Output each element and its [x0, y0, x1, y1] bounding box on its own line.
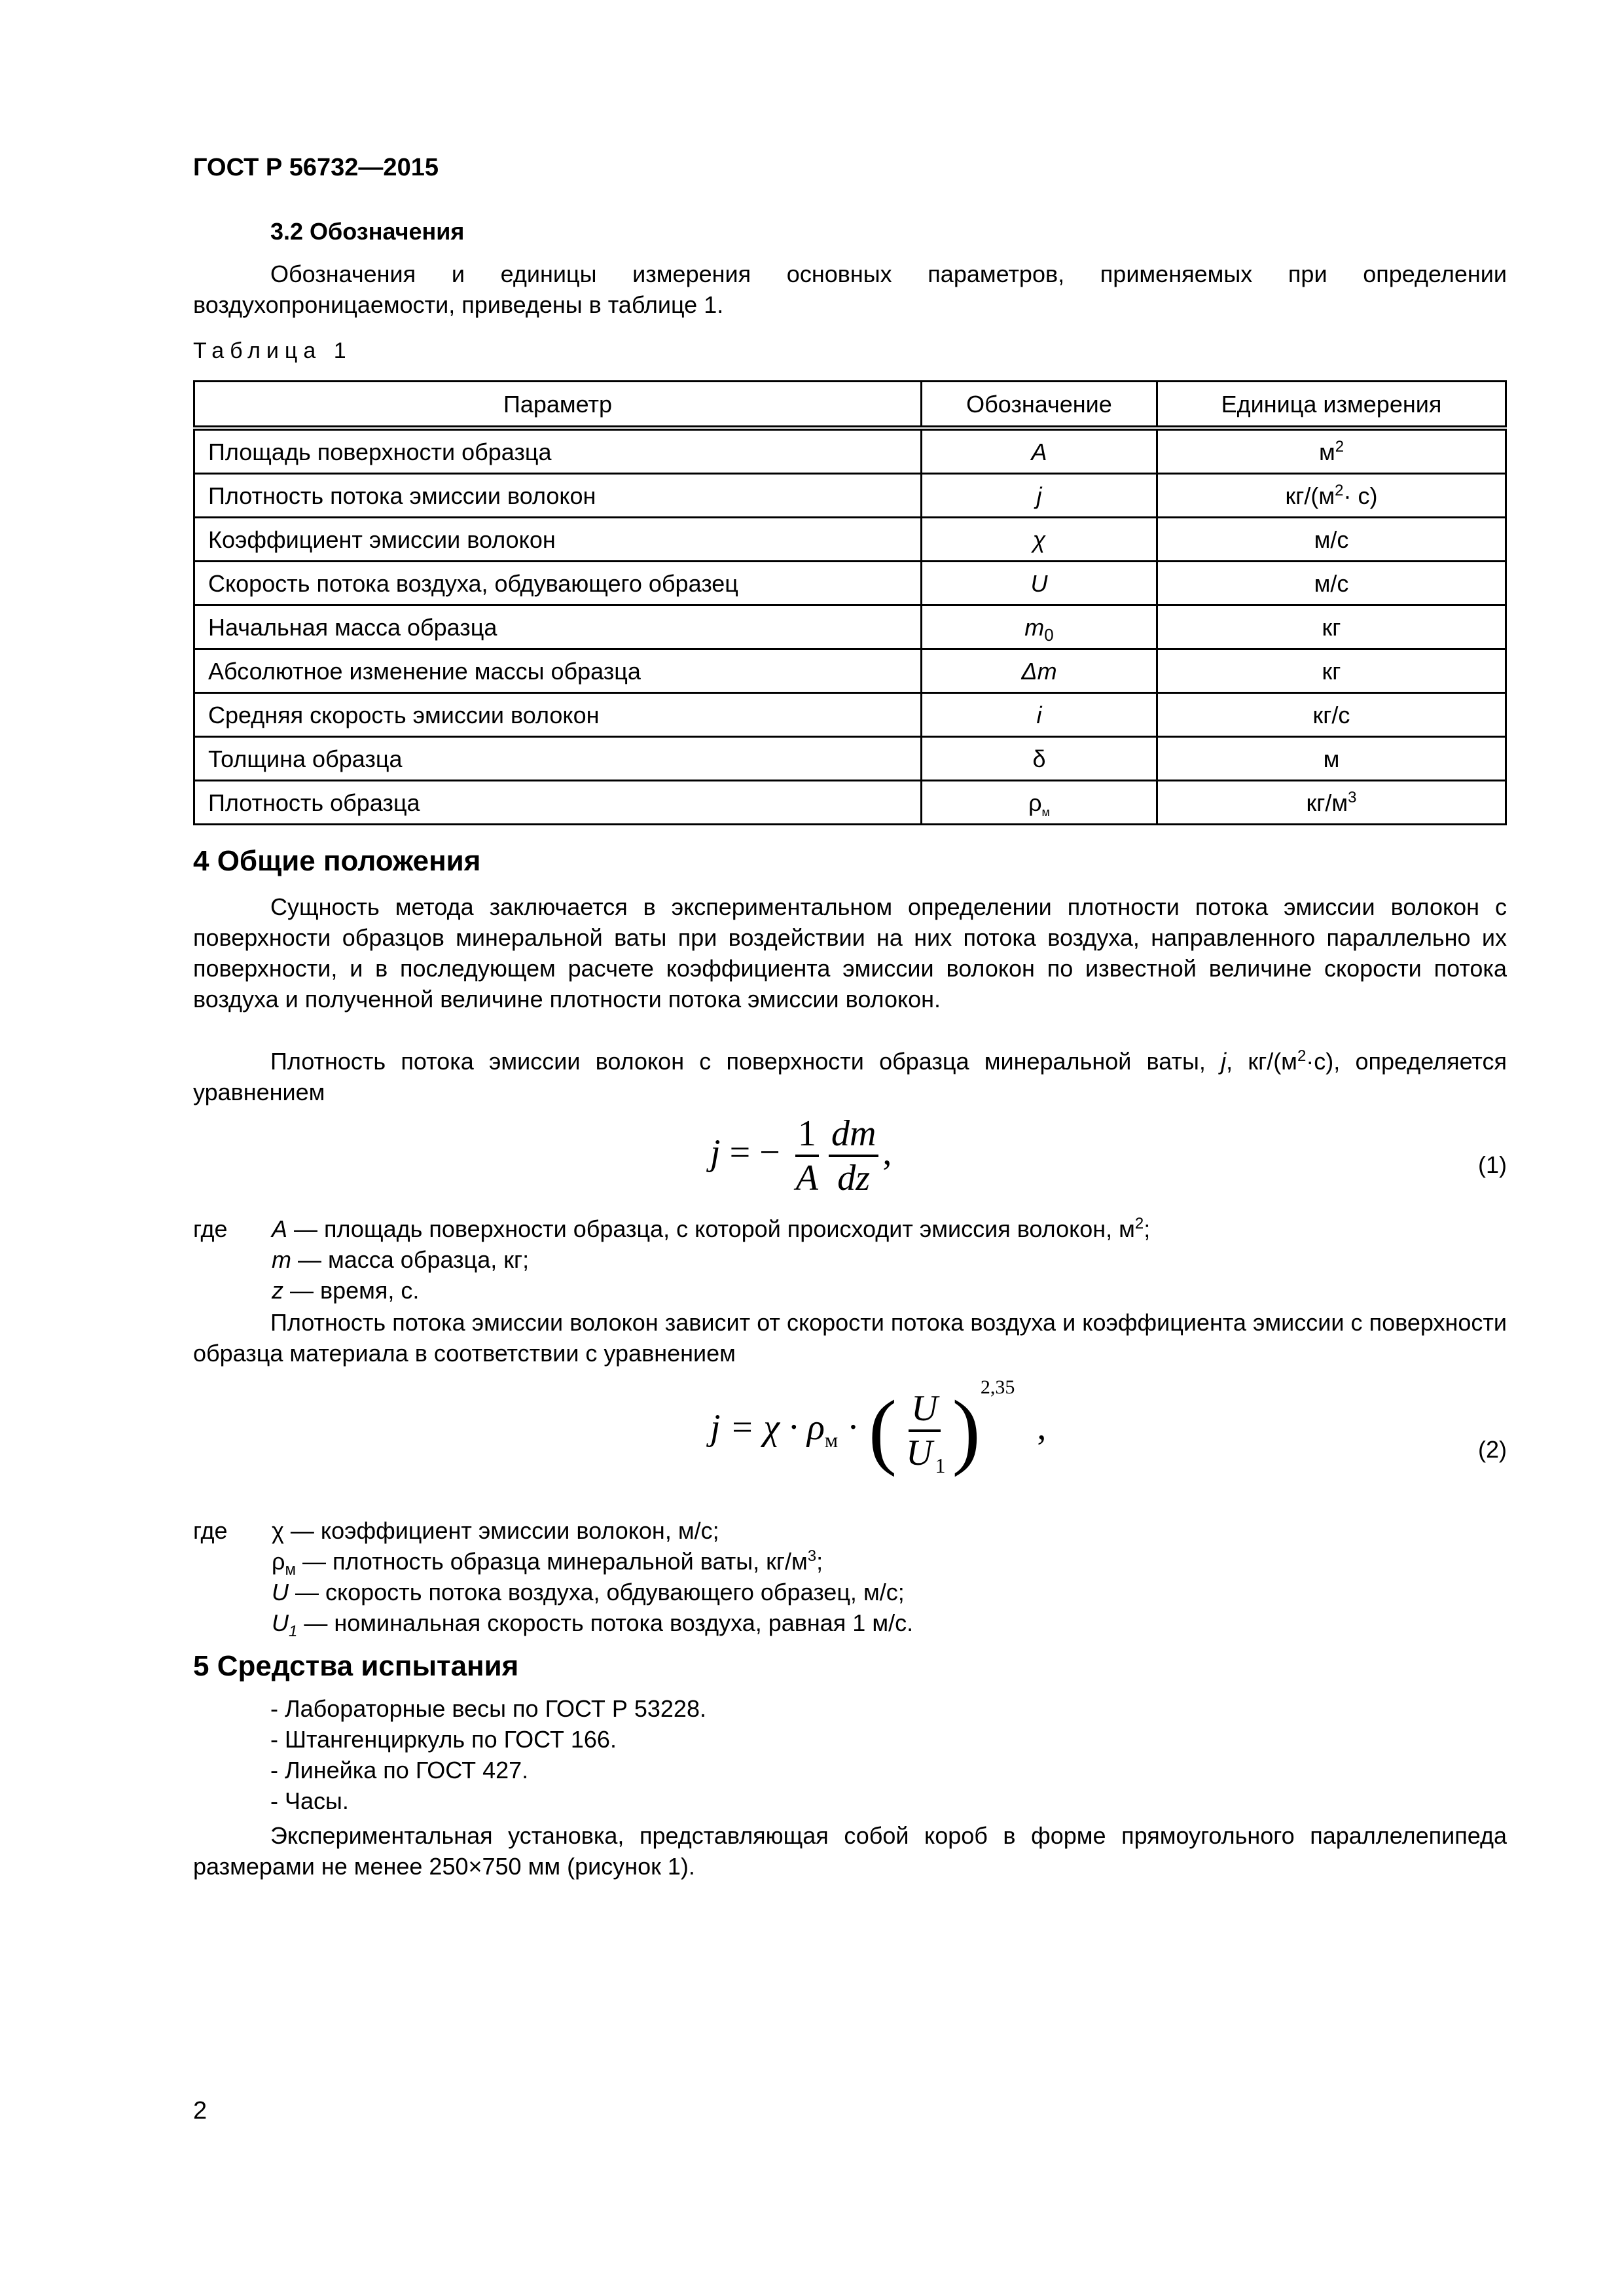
numerator: dm	[829, 1113, 878, 1157]
symbol: ρ	[1028, 789, 1042, 816]
table-row	[194, 737, 1506, 781]
param-cell: Коэффициент эмиссии волокон	[194, 518, 922, 562]
symbol: j	[1036, 482, 1042, 509]
where-item	[272, 1546, 913, 1577]
dot: ·	[847, 1407, 859, 1448]
param-cell: Плотность образца	[194, 781, 922, 825]
param-cell: Плотность потока эмиссии волокон	[194, 474, 922, 518]
where-item	[272, 1607, 914, 1641]
where-list-2	[272, 1515, 914, 1641]
param-cell: Площадь поверхности образца	[194, 428, 922, 474]
table-row	[194, 781, 1506, 825]
list-item: - Линейка по ГОСТ 427.	[270, 1757, 529, 1784]
header-symbol: Обозначение	[922, 382, 1157, 429]
section-5-title: 5 Средства испытания	[193, 1650, 519, 1682]
symbols-table	[193, 380, 1507, 825]
text: — масса образца, кг;	[291, 1246, 530, 1273]
unit: м/с	[1314, 526, 1349, 553]
sub: 1	[935, 1454, 946, 1478]
eq-lhs: j	[710, 1407, 721, 1448]
symbol: U	[272, 1579, 289, 1605]
unit-sup: 3	[1348, 788, 1357, 806]
symbol-cell	[922, 518, 1157, 562]
equation-1	[710, 1113, 892, 1199]
param-cell: Толщина образца	[194, 737, 922, 781]
section-4-title: 4 Общие положения	[193, 845, 481, 877]
symbol: χ	[1032, 526, 1046, 553]
unit-cell	[1157, 605, 1506, 649]
symbol-cell	[922, 562, 1157, 605]
symbol-cell	[922, 428, 1157, 474]
text: ;	[816, 1548, 823, 1575]
header-unit: Единица измерения	[1157, 382, 1506, 429]
text: — коэффициент эмиссии волокон, м/с;	[283, 1517, 719, 1544]
where-item	[272, 1213, 1150, 1244]
table-row	[194, 605, 1506, 649]
section-4-p3: Плотность потока эмиссии волокон зависит от скорости потока воздуха и коэффициента эмиссии с поверхности образца материала в соответствии с уравнением	[193, 1309, 1507, 1367]
unit-cell	[1157, 562, 1506, 605]
param-cell: Средняя скорость эмиссии волокон	[194, 693, 922, 737]
sup: 2	[1134, 1215, 1144, 1232]
symbol: ρ	[272, 1548, 285, 1575]
eq-lhs: j	[710, 1132, 721, 1173]
unit: кг	[1322, 657, 1341, 685]
equipment-list	[193, 1693, 1507, 1816]
symbol-cell	[922, 649, 1157, 693]
table-row	[194, 428, 1506, 474]
sup: 2	[1297, 1047, 1307, 1065]
unit-tail: · с)	[1343, 482, 1378, 509]
table-row	[194, 562, 1506, 605]
param-cell: Начальная масса образца	[194, 605, 922, 649]
document-id: ГОСТ Р 56732—2015	[193, 154, 439, 181]
section-4-p1: Сущность метода заключается в экспериментальном определении плотности потока эмиссии волокон с поверхности образцов минеральной ваты при воздействии на них потока воздуха, направленного параллельно их поверхности, и в последующем расчете коэффициента эмиссии волокон по известной величине скорости потока воздуха и полученной величине плотности потока эмиссии волокон.	[193, 893, 1507, 1013]
symbol: m	[1024, 613, 1045, 641]
unit-cell	[1157, 518, 1506, 562]
list-item: - Штангенциркуль по ГОСТ 166.	[270, 1726, 617, 1753]
table-caption: Таблица 1	[193, 338, 352, 363]
unit: м/с	[1314, 569, 1349, 597]
unit-sup: 2	[1335, 481, 1344, 499]
eq-sign: = −	[729, 1132, 780, 1173]
header-parameter: Параметр	[194, 382, 922, 429]
sub: 1	[289, 1623, 298, 1641]
sup: 3	[807, 1547, 817, 1565]
symbol-cell	[922, 781, 1157, 825]
unit: кг	[1322, 613, 1341, 641]
section-4-p2	[193, 1046, 1507, 1107]
param-cell: Абсолютное изменение массы образца	[194, 649, 922, 693]
symbol: δ	[1032, 745, 1046, 772]
where-item	[272, 1244, 1150, 1275]
eq-comma: ,	[882, 1132, 892, 1173]
symbol: U	[1030, 569, 1048, 597]
symbol-sub: 0	[1044, 624, 1054, 645]
denominator: dz	[837, 1158, 871, 1198]
section-3-2-title: 3.2 Обозначения	[270, 218, 465, 245]
text: ·с), определяется уравнением	[193, 1048, 1507, 1105]
param-cell: Скорость потока воздуха, обдувающего образец	[194, 562, 922, 605]
unit-cell	[1157, 649, 1506, 693]
text: , кг/(м	[1226, 1048, 1297, 1075]
eq-body: = χ · ρ	[729, 1407, 825, 1448]
table-row	[194, 474, 1506, 518]
symbol-sub: м	[1041, 805, 1050, 819]
symbol: Δm	[1021, 657, 1057, 685]
symbol: i	[1036, 701, 1042, 728]
unit: м	[1318, 438, 1335, 465]
denominator: U	[906, 1433, 933, 1474]
text: — скорость потока воздуха, обдувающего образец, м/с;	[289, 1579, 905, 1605]
symbol-cell	[922, 693, 1157, 737]
unit: кг/м	[1306, 789, 1348, 816]
unit-cell	[1157, 781, 1506, 825]
symbol-cell	[922, 605, 1157, 649]
where-item	[272, 1577, 913, 1607]
text: — номинальная скорость потока воздуха, равная 1 м/с.	[297, 1609, 914, 1636]
table-row	[194, 649, 1506, 693]
symbol-cell	[922, 474, 1157, 518]
symbol: A	[1031, 438, 1047, 465]
eq-comma: ,	[1037, 1407, 1047, 1448]
text: Плотность потока эмиссии волокон с поверхности образца минеральной ваты,	[270, 1048, 1221, 1075]
unit-cell	[1157, 693, 1506, 737]
symbol: z	[272, 1277, 283, 1304]
table-row	[194, 693, 1506, 737]
unit-cell	[1157, 737, 1506, 781]
where-item	[272, 1515, 913, 1546]
symbol: χ	[272, 1517, 284, 1544]
unit-cell	[1157, 428, 1506, 474]
equation-2-number: (2)	[1478, 1436, 1507, 1463]
where-item	[272, 1275, 1150, 1306]
numerator: 1	[795, 1113, 819, 1157]
denominator: A	[795, 1158, 818, 1198]
exponent: 2,35	[980, 1376, 1015, 1398]
unit-sup: 2	[1335, 437, 1344, 456]
equation-2: $j = \chi \cdot \rho_м$ · ( $\frac{U}{U _1}$ )$^{2,35}$ ,	[710, 1376, 1047, 1478]
sub: м	[824, 1428, 839, 1452]
text: — время, с.	[283, 1277, 420, 1304]
numerator: U	[909, 1388, 940, 1432]
list-item: - Часы.	[270, 1787, 349, 1814]
unit-cell	[1157, 474, 1506, 518]
text: — площадь поверхности образца, с которой происходит эмиссия волокон, м	[287, 1215, 1135, 1242]
where-list-1	[272, 1213, 1150, 1306]
symbol: j	[1221, 1048, 1227, 1075]
section-5-p: Экспериментальная установка, представляющая собой короб в форме прямоугольного параллелепипеда размерами не менее 250×750 мм (рисунок 1).	[193, 1822, 1507, 1880]
unit: кг/(м	[1285, 482, 1335, 509]
where-label-2: где	[193, 1517, 228, 1544]
symbol: U	[272, 1609, 289, 1636]
symbol: A	[272, 1215, 288, 1242]
text: — плотность образца минеральной ваты, кг/м	[295, 1548, 808, 1575]
symbol-cell	[922, 737, 1157, 781]
where-label-1: где	[193, 1215, 228, 1242]
unit: м	[1323, 745, 1340, 772]
symbol: m	[272, 1246, 291, 1273]
sub: м	[285, 1561, 296, 1579]
section-3-2-text: Обозначения и единицы измерения основных параметров, применяемых при определении воздухопроницаемости, приведены в таблице 1.	[193, 260, 1507, 318]
page-number: 2	[193, 2097, 208, 2125]
text: ;	[1144, 1215, 1151, 1242]
unit: кг/с	[1312, 701, 1350, 728]
table-row	[194, 518, 1506, 562]
list-item: - Лабораторные весы по ГОСТ Р 53228.	[270, 1695, 706, 1722]
equation-1-number: (1)	[1478, 1151, 1507, 1178]
